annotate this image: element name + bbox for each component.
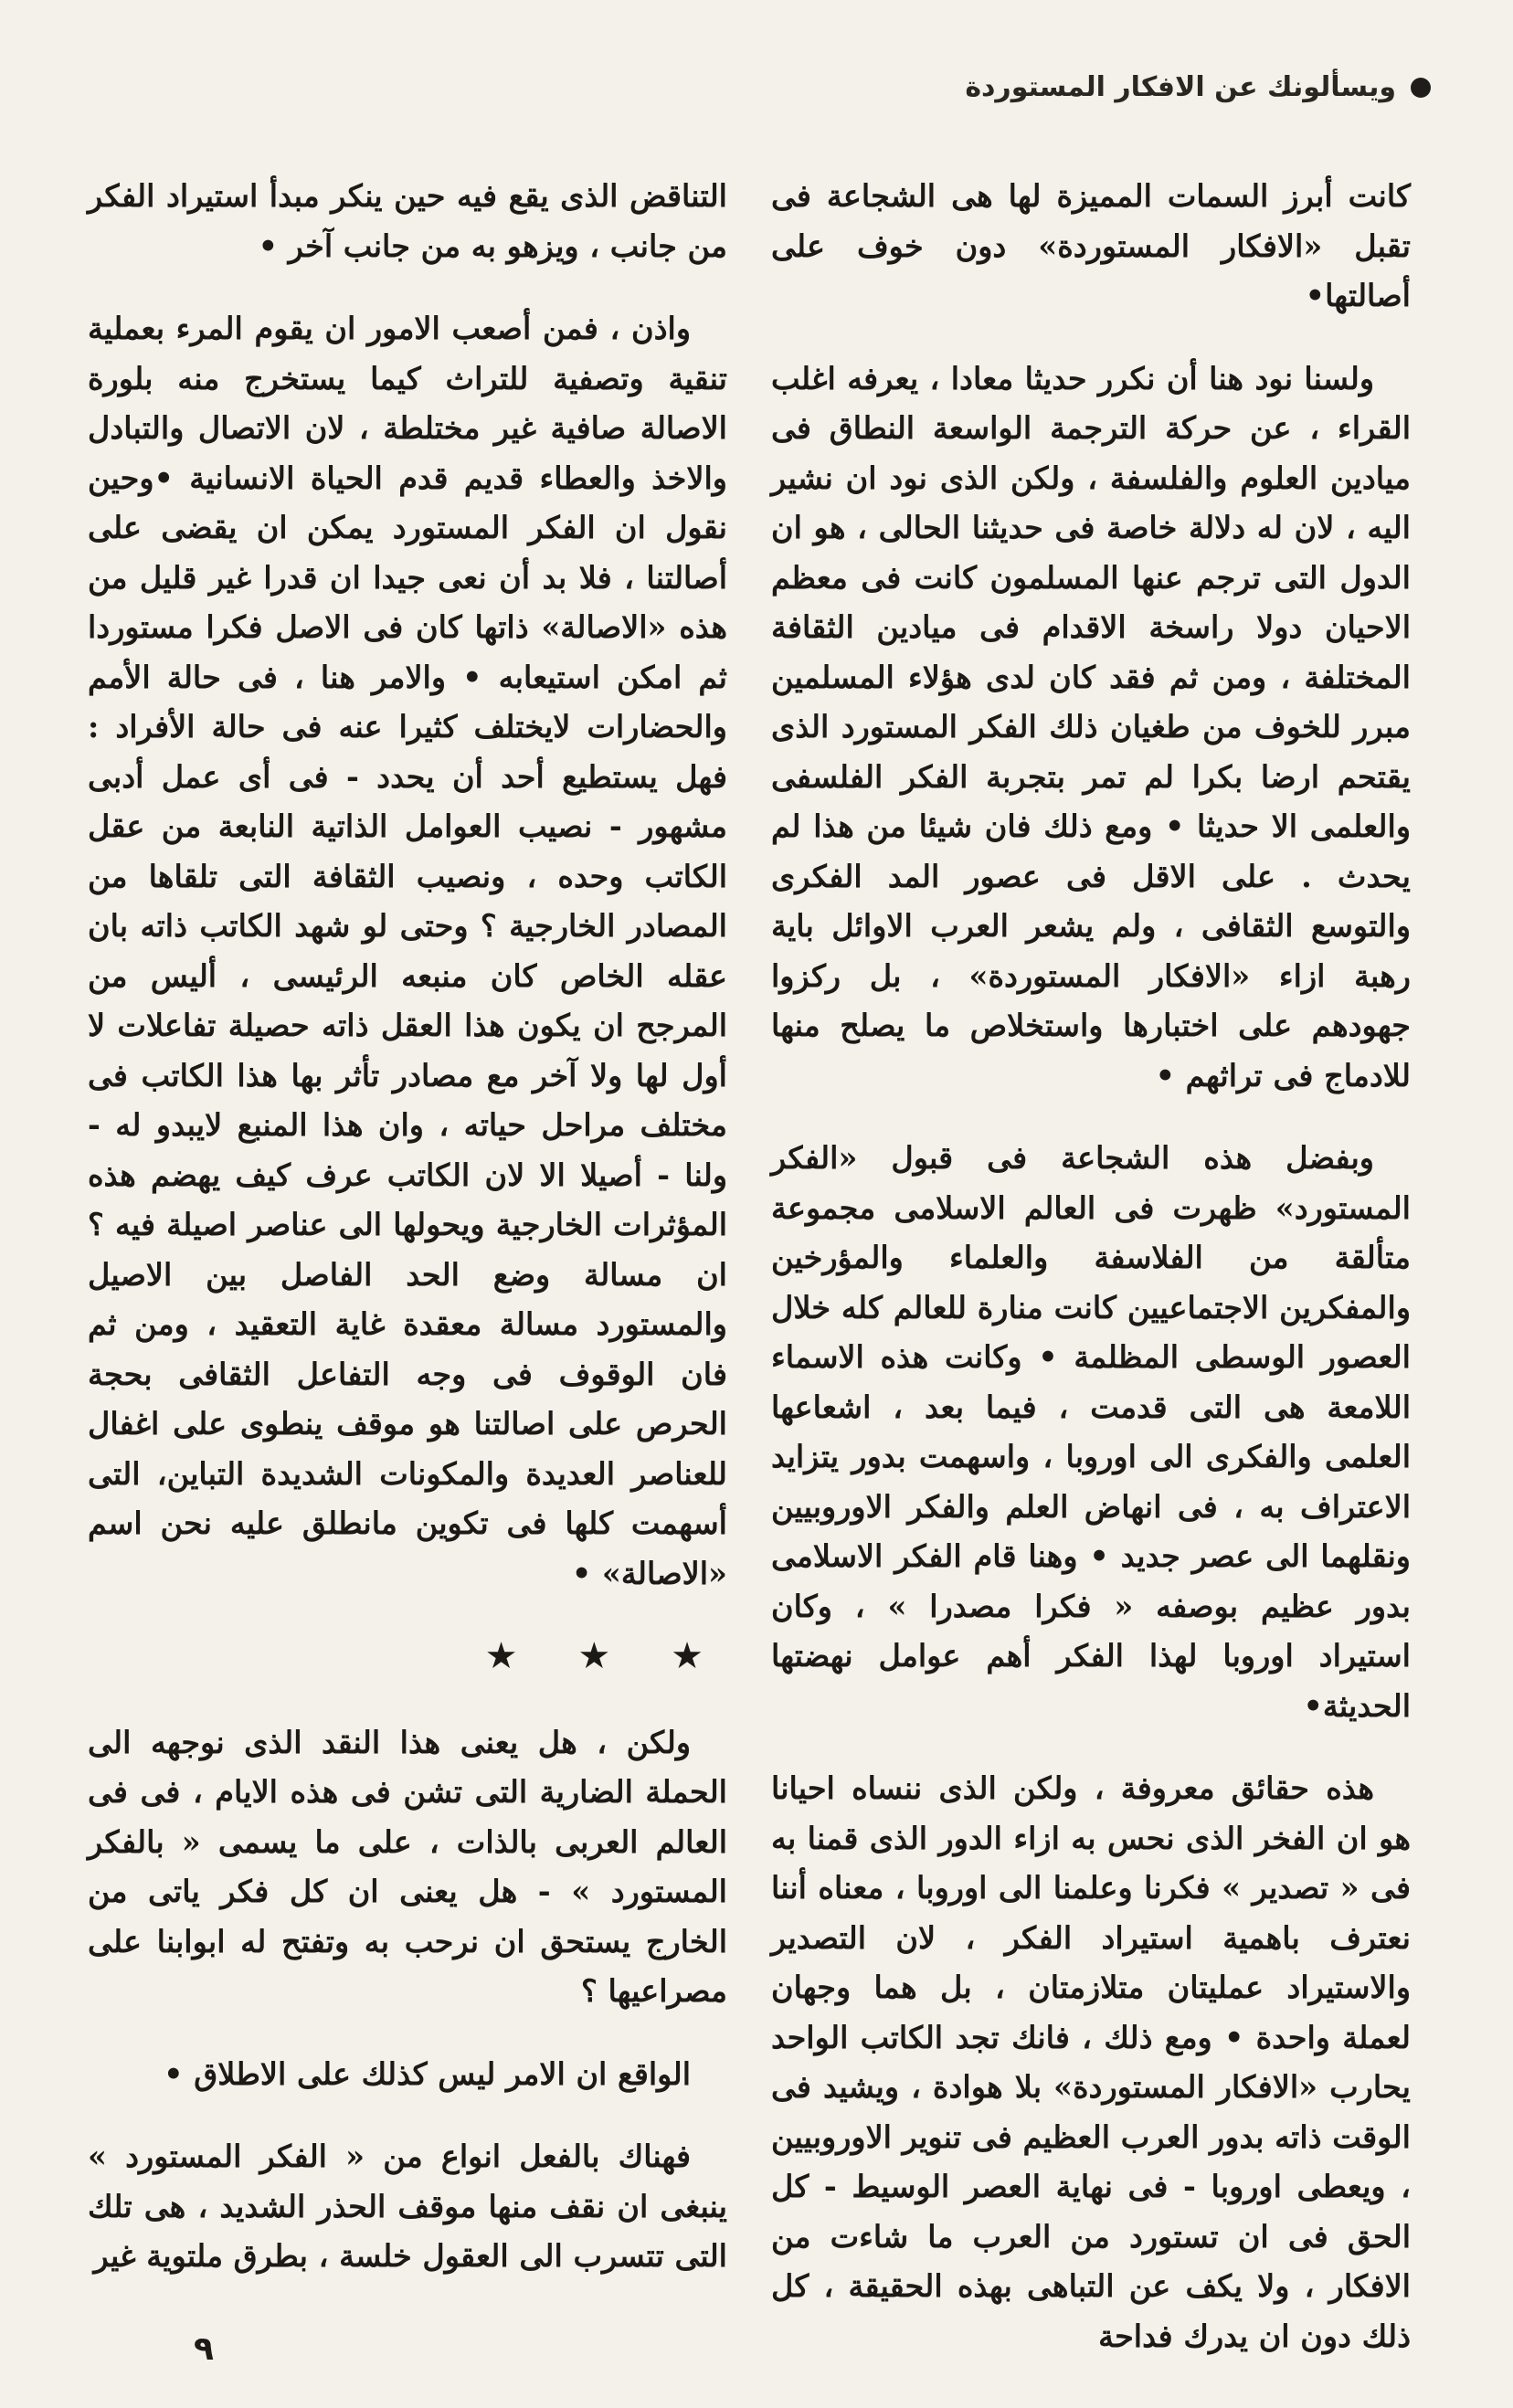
bullet-icon bbox=[1411, 78, 1431, 98]
section-separator: ★ ★ ★ bbox=[484, 1635, 727, 1677]
paragraph: هذه حقائق معروفة ، ولكن الذى ننساه احيانا هو ان الفخر الذى نحس به ازاء الدور الذى قمنا به فى « تصدير » فكرنا وعلمنا الى اوروبا ، معناه أننا نعترف باهمية استيراد الفكر ، لان التصدير والاستيراد عمليتان متلازمتان ، بل هما وجهان لعملة واحدة • ومع ذلك ، فانك تجد الكاتب الواحد يحارب «الافكار المستوردة» بلا هوادة ، ويشيد فى الوقت ذاته بدور العرب العظيم فى تنوير الاوروبيين ، ويعطى اوروبا - فى نهاية العصر الوسيط - كل الحق فى ان تستورد من العرب ما شاءت من الافكار ، ولا يكف عن التباهى بهذه الحقيقة ، كل ذلك دون ان يدرك فداحة bbox=[771, 1770, 1411, 2354]
paragraph: التناقض الذى يقع فيه حين ينكر مبدأ استيراد الفكر من جانب ، ويزهو به من جانب آخر • bbox=[88, 178, 727, 264]
left-column bbox=[88, 172, 727, 2315]
paragraph: واذن ، فمن أصعب الامور ان يقوم المرء بعملية تنقية وتصفية للتراث كيما يستخرج منه بلورة الاصالة صافية غير مختلطة ، لان الاتصال والتبادل والاخذ والعطاء قديم قدم الحياة الانسانية •وحين نقول ان الفكر المستورد يمكن ان يقضى على أصالتنا ، فلا بد أن نعى جيدا ان قدرا غير قليل من هذه «الاصالة» ذاتها كان فى الاصل فكرا مستوردا ثم امكن استيعابه • والامر هنا ، فى حالة الأمم والحضارات لايختلف كثيرا عنه فى حالة الأفراد : فهل يستطيع أحد أن يحدد - فى أى عمل أدبى مشهور - نصيب العوامل الذاتية النابعة من عقل الكاتب وحده ، ونصيب الثقافة التى تلقاها من المصادر الخارجية ؟ وحتى لو شهد الكاتب ذاته بان عقله الخاص كان منبعه الرئيسى ، أليس من المرجح ان يكون هذا العقل ذاته حصيلة تفاعلات لا أول لها ولا آخر مع مصادر تأثر بها هذا الكاتب فى مختلف مراحل حياته ، وان هذا المنبع لايبدو له - ولنا - أصيلا الا لان الكاتب عرف كيف يهضم هذه المؤثرات الخارجية ويحولها الى عناصر اصيلة فيه ؟ ان مسالة وضع الحد الفاصل بين الاصيل والمستورد مسالة معقدة غاية التعقيد ، ومن ثم فان الوقوف فى وجه التفاعل الثقافى بحجة الحرص على اصالتنا هو موقف ينطوى على اغفال للعناصر العديدة والمكونات الشديدة التباين، التى أسهمت كلها فى تكوين مانطلق عليه نحن اسم «الاصالة» • bbox=[88, 311, 727, 1591]
right-column bbox=[771, 172, 1411, 2394]
paragraph: فهناك بالفعل انواع من « الفكر المستورد » ينبغى ان نقف منها موقف الحذر الشديد ، هى تلك التى تتسرب الى العقول خلسة ، بطرق ملتوية غير bbox=[88, 2139, 727, 2274]
paragraph: ولسنا نود هنا أن نكرر حديثا معادا ، يعرفه اغلب القراء ، عن حركة الترجمة الواسعة النطاق فى ميادين العلوم والفلسفة ، ولكن الذى نود ان نشير اليه ، لان له دلالة خاصة فى حديثنا الحالى ، هو ان الدول التى ترجم عنها المسلمون كانت فى معظم الاحيان دولا راسخة الاقدام فى ميادين الثقافة المختلفة ، ومن ثم فقد كان لدى هؤلاء المسلمين مبرر للخوف من طغيان ذلك الفكر المستورد الذى يقتحم ارضا بكرا لم تمر بتجربة الفكر الفلسفى والعلمى الا حديثا • ومع ذلك فان شيئا من هذا لم يحدث . على الاقل فى عصور المد الفكرى والتوسع الثقافى ، ولم يشعر العرب الاوائل باية رهبة ازاء «الافكار المستوردة» ، بل ركزوا جهودهم على اختبارها واستخلاص ما يصلح منها للادماج فى تراثهم • bbox=[771, 360, 1411, 1093]
running-header bbox=[965, 71, 1431, 103]
page-number: ٩ bbox=[194, 2330, 214, 2368]
paragraph: ولكن ، هل يعنى هذا النقد الذى نوجهه الى الحملة الضارية التى تشن فى هذه الايام ، فى فى العالم العربى بالذات ، على ما يسمى « بالفكر المستورد » - هل يعنى ان كل فكر ياتى من الخارج يستحق ان نرحب به وتفتح له ابوابنا على مصراعيها ؟ bbox=[88, 1724, 727, 2009]
paragraph: كانت أبرز السمات المميزة لها هى الشجاعة فى تقبل «الافكار المستوردة» دون خوف على أصالتها• bbox=[771, 178, 1411, 313]
running-title: ويسألونك عن الافكار المستوردة bbox=[965, 71, 1396, 103]
paragraph: الواقع ان الامر ليس كذلك على الاطلاق • bbox=[164, 2055, 691, 2092]
paragraph: وبفضل هذه الشجاعة فى قبول «الفكر المستورد» ظهرت فى العالم الاسلامى مجموعة متألقة من الفلاسفة والعلماء والمؤرخين والمفكرين الاجتماعيين كانت منارة للعالم كله خلال العصور الوسطى المظلمة • وكانت هذه الاسماء اللامعة هى التى قدمت ، فيما بعد ، اشعاعها العلمى والفكرى الى اوروبا ، واسهمت بدور يتزايد الاعتراف به ، فى انهاض العلم والفكر الاوروبيين ونقلهما الى عصر جديد • وهنا قام الفكر الاسلامى بدور عظيم بوصفه « فكرا مصدرا » ، وكان استيراد اوروبا لهذا الفكر أهم عوامل نهضتها الحديثة• bbox=[771, 1140, 1411, 1724]
